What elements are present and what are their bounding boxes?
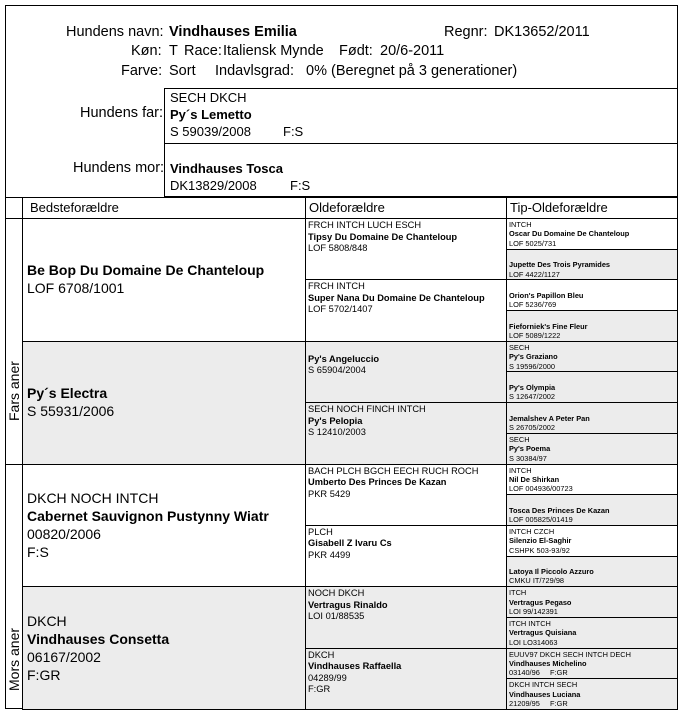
reg-label: Regnr: [444,24,488,40]
great-grandparent-reg: PKR 5429 [308,488,351,499]
great-grandparent-titles: SECH NOCH FINCH INTCH [308,404,426,415]
great-grandparent-titles: NOCH DKCH [308,588,365,599]
great-grandparent-name: Vertragus Rinaldo [308,599,388,610]
mother-label: Hundens mor: [73,160,165,176]
header-divider [305,197,306,218]
great-great-reg: LOF 5236/769 [509,300,557,310]
great-great-titles: INTCH [509,220,532,229]
father-titles: SECH DKCH [170,90,247,105]
grandparent-titles: DKCH [27,612,67,629]
dog-name: Vindhauses Emilia [169,24,297,40]
great-great-reg: LOF 5025/731 [509,238,557,248]
great-great-titles: INTCH CZCH [509,526,555,536]
great-grandparent-titles: PLCH [308,526,333,537]
father-label: Hundens far: [80,105,164,121]
great-great-titles: EUUV97 DKCH SECH INTCH DECH [509,649,631,659]
mother-extra: F:S [290,178,311,193]
great-great-reg: S 26705/2002 [509,423,556,433]
great-great-name: Latoya Il Piccolo Azzuro [509,567,594,577]
great-grandparent-titles: BACH PLCH BGCH EECH RUCH ROCH [308,465,479,476]
great-great-name: Silenzio El-Saghir [509,536,572,546]
great-great-name: Py's Poema [509,444,551,454]
great-great-reg: LOI 99/142391 [509,607,558,617]
great-great-name: Tosca Des Princes De Kazan [509,505,610,515]
great-great-reg: LOF 005825/01419 [509,515,573,525]
great-grandparent-name: Tipsy Du Domaine De Chanteloup [308,231,458,242]
great-great-extra: F:GR [550,699,568,709]
inbreeding-label: Indavlsgrad: [215,63,294,79]
great-great-name: Jemalshev A Peter Pan [509,413,590,423]
mother-reg: DK13829/2008 [170,178,257,193]
great-great-reg: S 12647/2002 [509,392,556,402]
born-label: Født: [339,43,373,59]
great-great-reg: S 30384/97 [509,453,547,463]
color-label: Farve: [121,63,163,79]
great-great-name: Vindhauses Luciana [509,689,581,699]
great-grandparent-name: Py's Pelopia [308,415,363,426]
great-great-titles: DKCH INTCH SECH [509,680,578,690]
race-label: Race: [184,43,222,59]
grandparent-reg: 00820/2006 [27,525,101,542]
side-separator [5,464,22,465]
column-header-grandparents: Bedsteforældre [30,200,119,215]
grandparent-name: Cabernet Sauvignon Pustynny Wiatr [27,507,269,524]
grandparent-titles: DKCH NOCH INTCH [27,489,159,506]
mother-name: Vindhauses Tosca [170,161,283,176]
great-great-name: Oscar Du Domaine De Chanteloup [509,229,630,239]
great-grandparent-name: Py's Angeluccio [308,353,380,364]
great-grandparent-name: Super Nana Du Domaine De Chanteloup [308,292,485,303]
grandparent-extra: F:GR [27,666,61,683]
father-reg: S 59039/2008 [170,124,251,139]
grandparent-name: Be Bop Du Domaine De Chanteloup [27,262,265,279]
great-great-name: Fieforniek's Fine Fleur [509,321,588,331]
great-grandparent-reg: LOF 5702/1407 [308,304,373,315]
great-great-titles: INTCH [509,465,532,475]
great-grandparent-reg: LOI 01/88535 [308,611,365,622]
great-great-titles: SECH [509,434,530,444]
great-great-reg: LOF 004936/00723 [509,484,573,494]
great-great-name: Py's Graziano [509,352,558,362]
great-great-reg: LOI LO314063 [509,637,558,647]
grandparent-name: Py´s Electra [27,385,108,402]
great-grandparent-titles: DKCH [308,649,335,660]
great-great-name: Vertragus Quisiana [509,628,577,638]
great-great-name: Orion's Papillon Bleu [509,290,584,300]
great-great-reg: 21209/95 [509,699,540,709]
great-great-reg: S 19596/2000 [509,361,556,371]
race-value: Italiensk Mynde [223,43,324,59]
great-grandparent-name: Vindhauses Raffaella [308,661,402,672]
column-header-great-great: Tip-Oldeforældre [510,200,608,215]
great-grandparent-name: Umberto Des Princes De Kazan [308,477,447,487]
great-great-name: Jupette Des Trois Pyramides [509,260,611,270]
inbreeding-value: 0% (Beregnet på 3 generationer) [306,63,518,79]
header-divider [506,197,507,218]
great-grandparent-titles: FRCH INTCH LUCH ESCH [308,220,422,230]
great-grandparent-reg: LOF 5808/848 [308,243,368,253]
grandparent-extra: F:S [27,543,49,560]
great-great-name: Py's Olympia [509,382,556,392]
mothers-side-label: Mors aner [6,627,22,691]
father-extra: F:S [283,124,304,139]
grandparent-name: Vindhauses Consetta [27,630,170,647]
sex-label: Køn: [131,43,162,59]
name-label: Hundens navn: [66,24,164,40]
grandparent-reg: S 55931/2006 [27,403,115,420]
fathers-side-label: Fars aner [6,360,22,421]
great-great-reg: 03140/96 [509,668,540,678]
sex-value: T [169,43,178,59]
great-great-name: Vindhauses Michelino [509,659,587,669]
great-grandparent-reg: S 12410/2003 [308,427,366,438]
great-grandparent-reg: PKR 4499 [308,549,351,560]
great-great-titles: SECH [509,342,530,352]
great-great-reg: LOF 4422/1127 [509,269,560,279]
great-grandparent-reg: S 65904/2004 [308,365,366,376]
father-name: Py´s Lemetto [170,107,252,122]
great-great-reg: LOF 5089/1222 [509,330,561,340]
great-grandparent-titles: FRCH INTCH [308,281,365,292]
color-value: Sort [169,63,196,79]
great-great-reg: CMKU IT/729/98 [509,576,565,586]
great-grandparent-extra: F:GR [308,684,331,695]
great-great-reg: CSHPK 503-93/92 [509,545,570,555]
reg-number: DK13652/2011 [494,24,590,40]
column-header-great-grandparents: Oldeforældre [309,200,385,215]
great-great-titles: ITCH [509,588,527,598]
great-grandparent-reg: 04289/99 [308,672,347,683]
grandparent-reg: 06167/2002 [27,648,101,665]
great-grandparent-name: Gisabell Z Ivaru Cs [308,538,392,549]
great-great-extra: F:GR [550,668,568,678]
grandparent-reg: LOF 6708/1001 [27,280,125,297]
great-great-titles: ITCH INTCH [509,618,551,628]
great-great-name: Nil De Shirkan [509,474,560,484]
great-great-name: Vertragus Pegaso [509,597,572,607]
born-value: 20/6-2011 [380,43,445,59]
